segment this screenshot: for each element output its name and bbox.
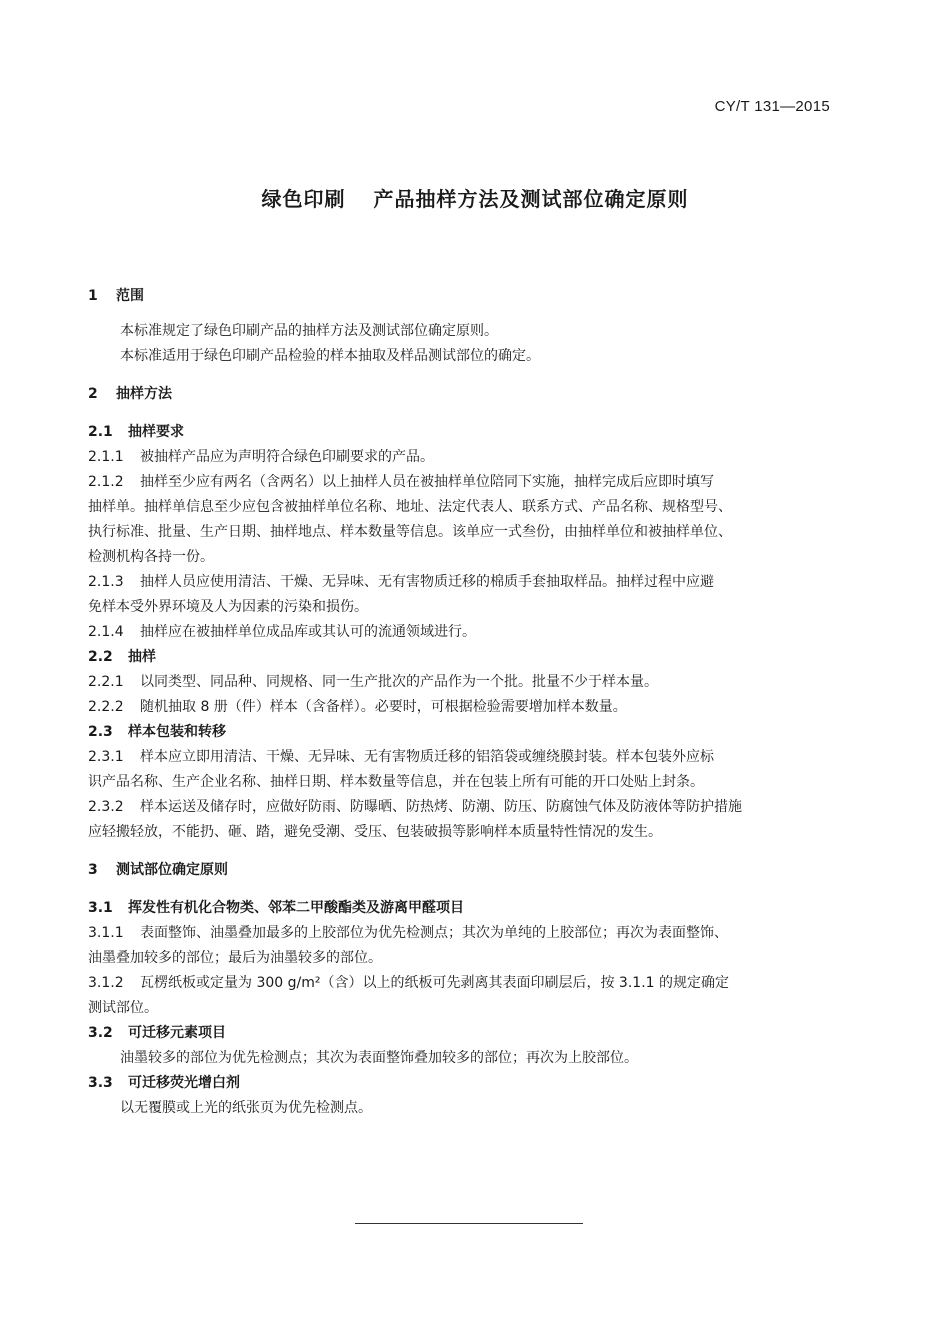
section-heading: 1 范围 (88, 288, 144, 304)
clause: 2.1.1 被抽样产品应为声明符合绿色印刷要求的产品。 (88, 449, 434, 465)
subsection-heading: 2.2 抽样 (88, 649, 156, 665)
clause: 2.3.1 样本应立即用清洁、干燥、无异味、无有害物质迁移的铝箔袋或缠绕膜封装。样本包装外应标 识产品名称、生产企业名称、抽样日期、样本数量等信息，并在包装上所有可能的开口处贴上封条。 (88, 749, 714, 790)
subsection-heading: 2.3 样本包装和转移 (88, 724, 226, 740)
section-heading: 3 测试部位确定原则 (88, 862, 228, 878)
subsection-heading: 2.1 抽样要求 (88, 424, 184, 440)
paragraph: 以无覆膜或上光的纸张页为优先检测点。 (120, 1100, 372, 1116)
standard-code: CY/T 131—2015 (714, 98, 830, 115)
clause: 2.3.2 样本运送及储存时，应做好防雨、防曝晒、防热烤、防潮、防压、防腐蚀气体及防液体等防护措施 应轻搬轻放，不能扔、砸、踏，避免受潮、受压、包装破损等影响样本质量特性情况的发生。 (88, 799, 742, 840)
subsection-heading: 3.3 可迁移荧光增白剂 (88, 1075, 240, 1091)
clause: 2.1.4 抽样应在被抽样单位成品库或其认可的流通领域进行。 (88, 624, 476, 640)
document-title (0, 183, 950, 212)
subsection-heading: 3.1 挥发性有机化合物类、邻苯二甲酸酯类及游离甲醛项目 (88, 900, 464, 916)
clause: 2.1.2 抽样至少应有两名（含两名）以上抽样人员在被抽样单位陪同下实施，抽样完成后应即时填写 抽样单。抽样单信息至少应包含被抽样单位名称、地址、法定代表人、联系方式、产品名称、规格型号、 执行标准、批量、生产日期、抽样地点、样本数量等信息。该单应一式叁份，由抽样单位和被抽样单位、 检测机构各持一份。 (88, 474, 732, 565)
clause: 3.1.2 瓦楞纸板或定量为 300 g/m²（含）以上的纸板可先剥离其表面印刷层后，按 3.1.1 的规定确定 测试部位。 (88, 975, 729, 1016)
paragraph: 本标准适用于绿色印刷产品检验的样本抽取及样品测试部位的确定。 (120, 348, 540, 364)
section-heading: 2 抽样方法 (88, 386, 172, 402)
clause: 2.2.1 以同类型、同品种、同规格、同一生产批次的产品作为一个批。批量不少于样本量。 (88, 674, 658, 690)
document-body (88, 284, 833, 1121)
paragraph: 本标准规定了绿色印刷产品的抽样方法及测试部位确定原则。 (120, 323, 498, 339)
subsection-heading: 3.2 可迁移元素项目 (88, 1025, 226, 1041)
paragraph: 油墨较多的部位为优先检测点；其次为表面整饰叠加较多的部位；再次为上胶部位。 (120, 1050, 638, 1066)
title-part-2: 产品抽样方法及测试部位确定原则 (373, 187, 689, 211)
clause: 2.1.3 抽样人员应使用清洁、干燥、无异味、无有害物质迁移的棉质手套抽取样品。抽样过程中应避 免样本受外界环境及人为因素的污染和损伤。 (88, 574, 714, 615)
clause: 3.1.1 表面整饰、油墨叠加最多的上胶部位为优先检测点；其次为单纯的上胶部位；再次为表面整饰、 油墨叠加较多的部位；最后为油墨较多的部位。 (88, 925, 728, 966)
title-part-1: 绿色印刷 (261, 187, 346, 211)
clause: 2.2.2 随机抽取 8 册（件）样本（含备样）。必要时，可根据检验需要增加样本数量。 (88, 699, 627, 715)
end-rule (355, 1223, 583, 1224)
